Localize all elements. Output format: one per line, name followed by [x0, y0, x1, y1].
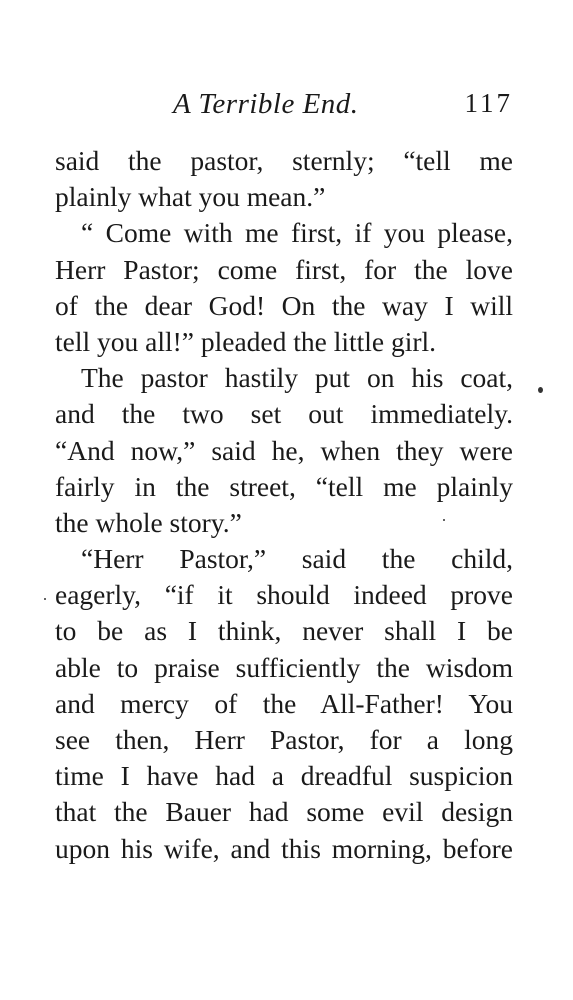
- text-line: able to praise sufficiently the wisdom: [55, 651, 513, 683]
- text-line: fairly in the street, “tell me plainly: [55, 470, 513, 502]
- text-line: said the pastor, sternly; “tell me: [55, 145, 513, 176]
- text-line: time I have had a dreadful suspicion: [55, 760, 513, 792]
- text-line: and the two set out immediately.: [55, 398, 513, 430]
- text-line: “ Come with me first, if you please,: [81, 217, 513, 249]
- text-line: to be as I think, never shall I be: [55, 615, 513, 647]
- ink-speck: [538, 387, 543, 393]
- text-line: The pastor hastily put on his coat,: [81, 362, 513, 394]
- text-line: tell you all!” pleaded the little girl.: [55, 325, 437, 357]
- text-line: see then, Herr Pastor, for a long: [55, 724, 513, 755]
- text-line: upon his wife, and this morning, before: [55, 832, 513, 864]
- body-text: [55, 143, 513, 867]
- text-line: that the Bauer had some evil design: [55, 796, 513, 828]
- text-line: Herr Pastor; come first, for the love: [55, 253, 513, 285]
- text-line: “And now,” said he, when they were: [55, 434, 513, 466]
- text-line: the whole story.”: [55, 506, 242, 538]
- running-head: [55, 88, 513, 128]
- text-line: and mercy of the All-Father! You: [55, 687, 513, 719]
- page-number: 117: [464, 88, 513, 118]
- ink-speck: [443, 519, 445, 521]
- ink-speck: [44, 598, 46, 600]
- text-line: plainly what you mean.”: [55, 181, 326, 213]
- text-line: eagerly, “if it should indeed prove: [55, 579, 513, 611]
- text-line: of the dear God! On the way I will: [55, 289, 513, 321]
- text-line: “Herr Pastor,” said the child,: [81, 543, 513, 575]
- running-title: A Terrible End.: [173, 88, 359, 120]
